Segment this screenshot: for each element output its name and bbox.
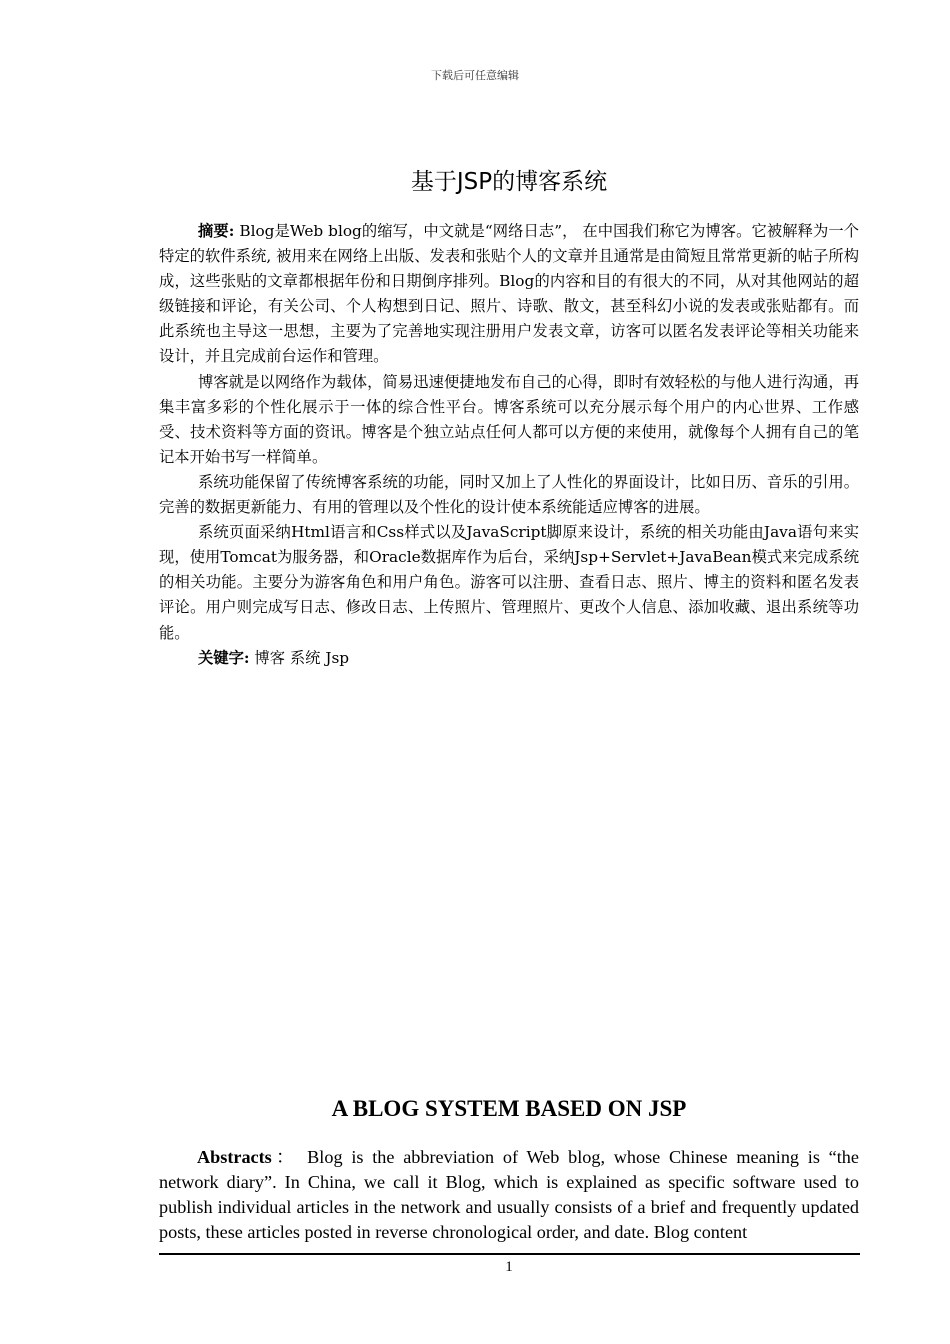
english-abstract-paragraph xyxy=(159,1145,859,1245)
english-abstract-label: Abstracts xyxy=(197,1147,272,1167)
page-header-note: 下载后可任意编辑 xyxy=(431,69,519,82)
english-title: A BLOG SYSTEM BASED ON JSP xyxy=(331,1096,687,1121)
page-number: 1 xyxy=(505,1259,513,1275)
footer-divider xyxy=(159,1253,860,1255)
chinese-paragraph-1-text: Blog是Web blog的缩写，中文就是“网络日志”， 在中国我们称它为博客。它被解释为一个特定的软件系统, 被用来在网络上出版、发表和张贴个人的文章并且通常是由简短且常常更新的帖子所构成，这些张贴的文章都根据年份和日期倒序排列。Blog的内容和目的有很大的不同，从对其他网站的超级链接和评论，有关公司、个人构想到日记、照片、诗歌、散文，甚至科幻小说的发表或张贴都有。而此系统也主导这一思想，主要为了完善地实现注册用户发表文章，访客可以匿名发表评论等相关功能来设计，并且完成前台运作和管理。 xyxy=(159,222,859,366)
english-abstract-text: Blog is the abbreviation of Web blog, whose Chinese meaning is “the network diary”. In China, we call it Blog, which is explained as specific software used to publish individual articles in the network and usually consists of a brief and frequently updated posts, these articles posted in reverse chronological order, and date. Blog content xyxy=(159,1147,859,1243)
chinese-abstract-label: 摘要: xyxy=(198,222,235,240)
chinese-abstract-paragraph-4: 系统页面采纳Html语言和Css样式以及JavaScript脚原来设计，系统的相关功能由Java语句来实现，使用Tomcat为服务器，和Oracle数据库作为后台，采纳Jsp+Servlet+JavaBean模式来完成系统的相关功能。主要分为游客角色和用户角色。游客可以注册、查看日志、照片、博主的资料和匿名发表评论。用户则完成写日志、修改日志、上传照片、管理照片、更改个人信息、添加收藏、退出系统等功能。 xyxy=(159,523,859,642)
chinese-keywords-text: 博客 系统 Jsp xyxy=(249,648,350,667)
chinese-keywords xyxy=(159,646,859,671)
chinese-abstract-body xyxy=(159,219,859,671)
chinese-abstract-paragraph-1 xyxy=(159,219,859,370)
chinese-abstract-paragraph-3: 系统功能保留了传统博客系统的功能，同时又加上了人性化的界面设计，比如日历、音乐的引用。完善的数据更新能力、有用的管理以及个性化的设计使本系统能适应博客的进展。 xyxy=(159,472,859,517)
chinese-abstract-paragraph-2: 博客就是以网络作为载体，简易迅速便捷地发布自己的心得，即时有效轻松的与他人进行沟通，再集丰富多彩的个性化展示于一体的综合性平台。博客系统可以充分展示每个用户的内心世界、工作感受、技术资料等方面的资讯。博客是个独立站点任何人都可以方便的来使用，就像每个人拥有自己的笔记本开始书写一样简单。 xyxy=(159,372,859,466)
english-abstract-separator: ： xyxy=(271,1147,299,1167)
chinese-keywords-label: 关键字: xyxy=(198,648,250,667)
english-abstract-body xyxy=(159,1145,859,1246)
chinese-title: 基于JSP的博客系统 xyxy=(410,169,608,195)
